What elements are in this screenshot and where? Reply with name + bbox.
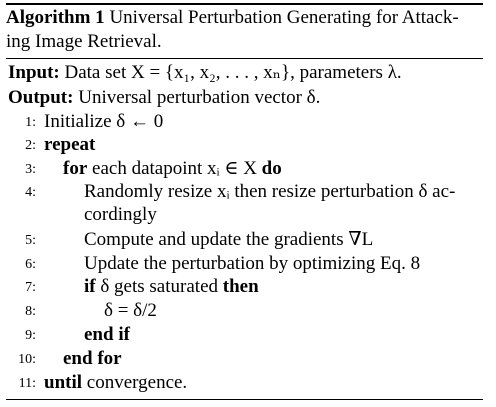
line-number: 10: — [18, 352, 36, 367]
output-text: Universal perturbation vector δ. — [78, 87, 321, 108]
step-text: convergence. — [86, 372, 188, 393]
line-number: 1: — [25, 115, 36, 130]
step-line-continuation — [84, 203, 157, 227]
step-line — [104, 299, 157, 323]
algorithm-label: Algorithm 1 — [6, 7, 105, 28]
line-number: 7: — [25, 280, 36, 295]
step-text: Update the perturbation by optimizing Eq. 8 — [84, 253, 421, 274]
keyword: then — [222, 276, 259, 297]
step-line — [63, 347, 122, 371]
algorithm-box — [6, 0, 483, 401]
step-text: Randomly resize xᵢ then resize perturbation δ ac- — [84, 181, 456, 202]
step-line — [63, 157, 282, 181]
keyword: repeat — [44, 134, 96, 155]
line-number: 2: — [25, 138, 36, 153]
algorithm-title-line1: Universal Perturbation Generating for Attack- — [109, 7, 459, 28]
step-text: cordingly — [84, 204, 157, 225]
step-line — [84, 323, 130, 347]
output-line — [8, 86, 320, 110]
keyword: end if — [84, 324, 130, 345]
step-text: δ gets saturated — [100, 276, 218, 297]
top-rule — [6, 3, 483, 5]
algorithm-title-line2: ing Image Retrieval. — [6, 31, 162, 52]
keyword: until — [44, 372, 83, 393]
output-head: Output: — [8, 87, 74, 108]
step-line — [84, 180, 455, 204]
step-line — [84, 228, 373, 252]
keyword: for — [63, 158, 88, 179]
bottom-rule — [6, 399, 483, 400]
step-text: Initialize δ ← 0 — [44, 111, 164, 132]
line-number: 4: — [25, 185, 36, 200]
line-number: 11: — [18, 376, 36, 391]
step-line — [44, 133, 95, 157]
step-text: each datapoint xᵢ ∈ X — [92, 158, 257, 179]
line-number: 5: — [25, 233, 36, 248]
input-line — [8, 61, 402, 85]
step-line — [84, 252, 420, 276]
line-number: 8: — [25, 304, 36, 319]
input-text: Data set X = {x₁, x₂, . . . , xₙ}, parameters λ. — [64, 62, 402, 83]
algorithm-caption — [6, 6, 483, 30]
caption-rule — [6, 58, 483, 59]
line-number: 3: — [25, 162, 36, 177]
step-line — [44, 110, 163, 134]
step-line — [44, 371, 187, 395]
keyword: do — [261, 158, 282, 179]
keyword: if — [84, 276, 96, 297]
keyword: end for — [63, 348, 122, 369]
step-text: Compute and update the gradients ∇L — [84, 229, 374, 250]
input-head: Input: — [8, 62, 60, 83]
line-number: 6: — [25, 257, 36, 272]
line-number: 9: — [25, 328, 36, 343]
step-line — [84, 275, 259, 299]
step-text: δ = δ/2 — [104, 300, 157, 321]
